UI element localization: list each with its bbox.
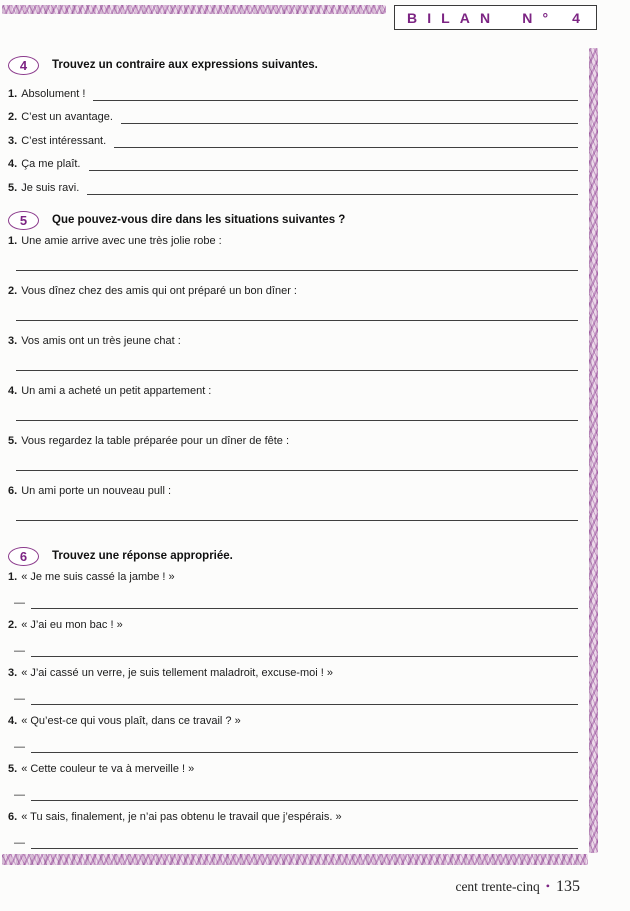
exercise-item [8, 174, 578, 198]
exercise-heading: Trouvez un contraire aux expressions suivantes. [52, 59, 318, 71]
item-prompt: Vous dînez chez des amis qui ont préparé un bon dîner : [21, 285, 297, 297]
top-decorative-band [2, 5, 386, 14]
item-prompt: Vous regardez la table préparée pour un dîner de fête : [21, 435, 290, 447]
answer-blank-line [16, 269, 578, 271]
answer-row [14, 689, 578, 707]
answer-blank-line [114, 146, 578, 148]
right-decorative-band [589, 48, 598, 853]
section-header [8, 209, 578, 231]
answer-blank-line [16, 519, 578, 521]
exercise-item [8, 571, 578, 611]
item-prompt: Une amie arrive avec une très jolie robe : [21, 235, 222, 247]
answer-row [14, 593, 578, 611]
answer-blank-line [16, 319, 578, 321]
exercise-item [8, 235, 578, 271]
exercise-item [8, 385, 578, 421]
item-prompt: C’est un avantage. [21, 111, 113, 124]
answer-blank-line [31, 607, 578, 609]
item-number: 2. [8, 111, 18, 124]
item-prompt-row [8, 619, 578, 638]
exercise-item [8, 80, 578, 104]
item-number: 4. [8, 158, 18, 171]
item-prompt: « Cette couleur te va à merveille ! » [21, 763, 195, 775]
exercise-item [8, 127, 578, 151]
item-prompt-row [8, 485, 578, 504]
answer-blank-line [93, 99, 578, 101]
item-prompt: « Tu sais, finalement, je n’ai pas obtenu le travail que j’espérais. » [21, 811, 342, 823]
item-prompt-row [8, 715, 578, 734]
answer-blank-line [16, 419, 578, 421]
item-number: 1. [8, 87, 18, 100]
section-header [8, 545, 578, 567]
answer-blank-line [31, 655, 578, 657]
exercise-item [8, 285, 578, 321]
exercise-number-badge: 5 [8, 211, 39, 230]
exercise-item [8, 715, 578, 755]
answer-row [14, 737, 578, 755]
item-number: 6. [8, 811, 18, 823]
item-prompt-row [8, 235, 578, 254]
answer-blank-line [31, 703, 578, 705]
answer-blank-line [31, 847, 578, 849]
exercise-number-badge: 4 [8, 56, 39, 75]
answer-blank-line [16, 469, 578, 471]
answer-blank-line [87, 193, 578, 195]
item-prompt: C’est intéressant. [21, 134, 107, 147]
item-prompt-row [8, 667, 578, 686]
bilan-number: N° 4 [522, 9, 590, 26]
answer-row [14, 833, 578, 851]
exercise-item [8, 485, 578, 521]
item-prompt: Un ami porte un nouveau pull : [21, 485, 172, 497]
exercise-item [8, 619, 578, 659]
answer-dash: — [14, 741, 25, 753]
answer-dash: — [14, 789, 25, 801]
item-prompt-row [8, 763, 578, 782]
item-prompt-row [8, 335, 578, 354]
answer-dash: — [14, 693, 25, 705]
answer-blank-line [31, 799, 578, 801]
answer-blank-line [121, 122, 578, 124]
exercise-number-badge: 6 [8, 547, 39, 566]
exercise-section-4 [8, 54, 578, 198]
item-number: 4. [8, 715, 18, 727]
item-number: 1. [8, 235, 18, 247]
item-prompt: « Je me suis cassé la jambe ! » [21, 571, 175, 583]
footer-page-words: cent trente-cinq [455, 879, 540, 894]
bilan-title-box [394, 5, 597, 30]
item-number: 5. [8, 435, 18, 447]
item-number: 2. [8, 285, 18, 297]
answer-blank-line [16, 369, 578, 371]
answer-blank-line [31, 751, 578, 753]
exercise-heading: Que pouvez-vous dire dans les situations suivantes ? [52, 214, 346, 226]
exercise-item [8, 763, 578, 803]
item-number: 3. [8, 134, 18, 147]
item-prompt-row [8, 811, 578, 830]
item-number: 5. [8, 181, 18, 194]
item-prompt: « J’ai cassé un verre, je suis tellement maladroit, excuse-moi ! » [21, 667, 333, 679]
answer-dash: — [14, 837, 25, 849]
exercise-item [8, 667, 578, 707]
item-number: 2. [8, 619, 18, 631]
answer-row [14, 785, 578, 803]
exercise-item [8, 104, 578, 128]
section-header [8, 54, 578, 76]
item-prompt: Un ami a acheté un petit appartement : [21, 385, 212, 397]
exercise-section-6 [8, 545, 578, 859]
item-number: 3. [8, 667, 18, 679]
item-prompt-row [8, 285, 578, 304]
exercise-item [8, 335, 578, 371]
exercise-item [8, 811, 578, 851]
item-number: 6. [8, 485, 18, 497]
exercise-heading: Trouvez une réponse appropriée. [52, 550, 233, 562]
footer-bullet: • [545, 879, 550, 893]
item-number: 5. [8, 763, 18, 775]
answer-dash: — [14, 645, 25, 657]
answer-dash: — [14, 597, 25, 609]
item-number: 4. [8, 385, 18, 397]
item-number: 3. [8, 335, 18, 347]
bilan-title: BILAN [407, 9, 501, 26]
page-footer [455, 878, 580, 896]
exercise-section-5 [8, 209, 578, 535]
exercise-item [8, 435, 578, 471]
item-prompt-row [8, 435, 578, 454]
item-number: 1. [8, 571, 18, 583]
answer-blank-line [89, 169, 579, 171]
answer-row [14, 641, 578, 659]
item-prompt: « J’ai eu mon bac ! » [21, 619, 123, 631]
item-prompt: Ça me plaît. [21, 158, 81, 171]
item-prompt-row [8, 385, 578, 404]
exercise-item [8, 151, 578, 175]
item-prompt-row [8, 571, 578, 590]
item-prompt: « Qu’est-ce qui vous plaît, dans ce travail ? » [21, 715, 241, 727]
item-prompt: Je suis ravi. [21, 181, 80, 194]
footer-page-number: 135 [556, 878, 580, 895]
item-prompt: Vos amis ont un très jeune chat : [21, 335, 181, 347]
item-prompt: Absolument ! [21, 87, 86, 100]
